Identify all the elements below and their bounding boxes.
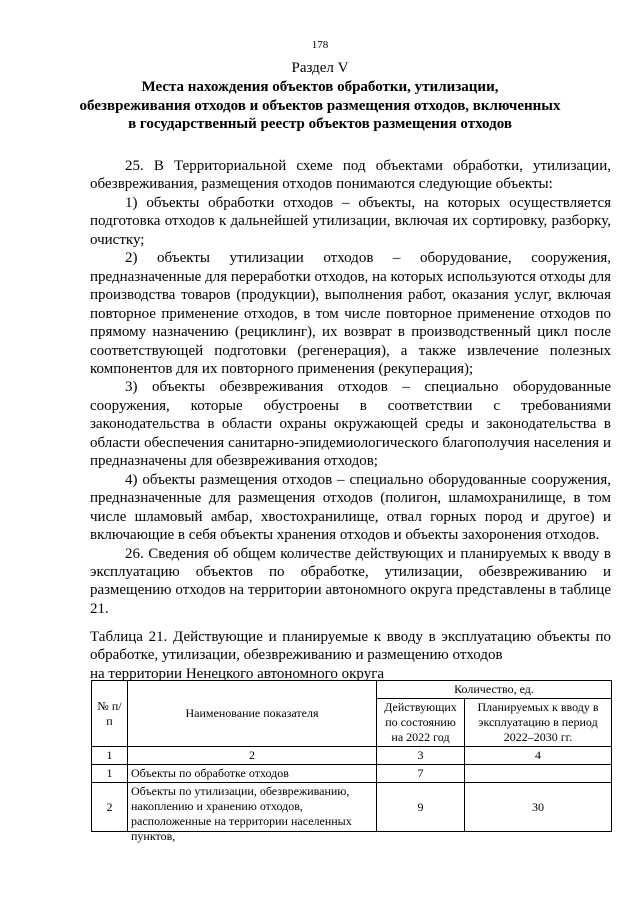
paragraph: 3) объекты обезвреживания отходов – специально оборудованные сооружения, которые обустроены в соответствии с требованиями законодательства в области охраны окружающей среды и законодательства в области обеспечения санитарно-эпидемиологического благополучия населения и предназначены для обезвреживания отходов; bbox=[90, 379, 611, 470]
table-caption-last: на территории Ненецкого автономного округа bbox=[90, 665, 385, 682]
section-heading: Раздел V bbox=[291, 60, 349, 76]
title-line: обезвреживания отходов и объектов размещения отходов, включенных bbox=[79, 97, 561, 114]
header-qty: Количество, ед. bbox=[377, 681, 612, 699]
row-name: Объекты по обработке отходов bbox=[128, 765, 377, 783]
row-num: 2 bbox=[92, 783, 128, 832]
index-cell: 4 bbox=[465, 747, 612, 765]
title-line: Места нахождения объектов обработки, утилизации, bbox=[141, 79, 499, 95]
row-name-cell bbox=[128, 783, 377, 843]
section-title bbox=[20, 78, 620, 134]
header-name: Наименование показателя bbox=[128, 681, 377, 747]
row-num: 1 bbox=[92, 765, 128, 783]
paragraph: 4) объекты размещения отходов – специально оборудованные сооружения, предназначенные для размещения отходов (полигон, шламохранилище, в том числе шламовый амбар, хвостохранилище, отвал горных пород и другое) и включающие в себя объекты хранения отходов и объекты захоронения отходов. bbox=[90, 471, 611, 544]
index-cell: 2 bbox=[128, 747, 377, 765]
page-number: 178 bbox=[311, 39, 329, 51]
table-row bbox=[92, 783, 612, 832]
row-planned: 30 bbox=[465, 783, 612, 832]
row-current: 9 bbox=[377, 783, 465, 832]
table-caption-main: Таблица 21. Действующие и планируемые к вводу в эксплуатацию объекты по обработке, утилизации, обезвреживанию и размещению отходов bbox=[90, 629, 611, 664]
row-name: Объекты по утилизации, обезвреживанию, накоплению и хранению отходов, расположенные на территории населенных пунктов, bbox=[131, 784, 352, 843]
body-text bbox=[90, 157, 611, 618]
header-num: № п/п bbox=[92, 681, 128, 747]
paragraph: 2) объекты утилизации отходов – оборудование, сооружения, предназначенные для переработки отходов, на которых используются отходы для производства товаров (продукции), выполнения работ, оказания услуг, включая повторное применение отходов, в том числе повторное применение отходов по прямому назначению (рециклинг), их возврат в производственный цикл после соответствующей подготовки (регенерация), а также извлечение полезных компонентов для их повторного применения (рекуперация); bbox=[90, 250, 611, 377]
row-planned bbox=[465, 765, 612, 783]
header-current: Действующих по состоянию на 2022 год bbox=[377, 699, 465, 747]
table-header-row bbox=[92, 681, 612, 699]
header-planned: Планируемых к вводу в эксплуатацию в период 2022–2030 гг. bbox=[465, 699, 612, 747]
title-line: в государственный реестр объектов размещения отходов bbox=[128, 116, 512, 132]
table-row bbox=[92, 765, 612, 783]
paragraph: 1) объекты обработки отходов – объекты, на которых осуществляется подготовка отходов к дальнейшей утилизации, включая их сортировку, разборку, очистку; bbox=[90, 194, 611, 248]
index-cell: 1 bbox=[92, 747, 128, 765]
row-current: 7 bbox=[377, 765, 465, 783]
index-cell: 3 bbox=[377, 747, 465, 765]
paragraph: 25. В Территориальной схеме под объектами обработки, утилизации, обезвреживания, размещения отходов понимаются следующие объекты: bbox=[90, 158, 611, 193]
paragraph: 26. Сведения об общем количестве действующих и планируемых к вводу в эксплуатацию объектов по обработке, утилизации, обезвреживанию и размещению отходов на территории автономного округа представлены в таблице 21. bbox=[90, 545, 611, 617]
table-caption bbox=[90, 628, 611, 683]
table-index-row bbox=[92, 747, 612, 765]
objects-table bbox=[91, 680, 612, 843]
